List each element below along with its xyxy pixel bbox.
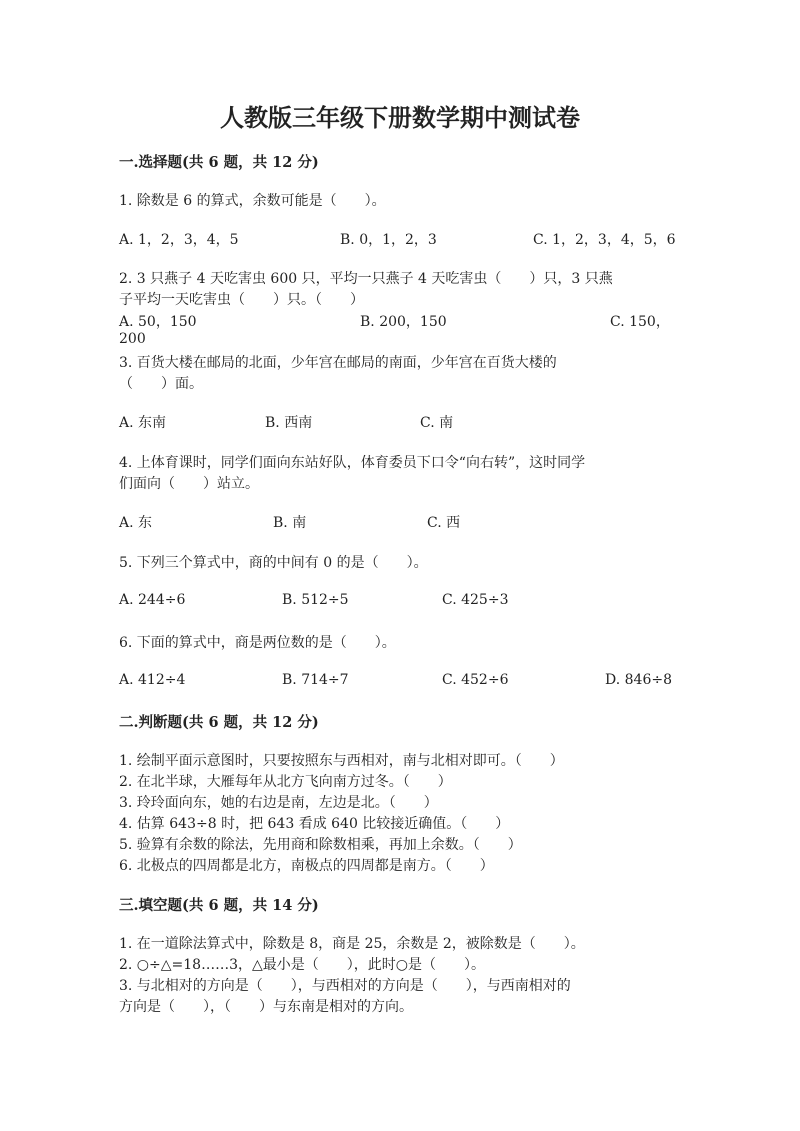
question-stem: 2. 3 只燕子 4 天吃害虫 600 只，平均一只燕子 4 天吃害虫（ ）只，3 只燕 bbox=[119, 271, 613, 287]
option-a: A. 50，150 bbox=[119, 314, 197, 330]
option-a: A. 244÷6 bbox=[119, 592, 186, 608]
judgment-item: 2. 在北半球，大雁每年从北方飞向南方过冬。（ ） bbox=[119, 774, 452, 790]
option-a: A. 412÷4 bbox=[119, 672, 186, 688]
question-stem: 5. 下列三个算式中，商的中间有 0 的是（ ）。 bbox=[119, 555, 428, 571]
judgment-item: 1. 绘制平面示意图时，只要按照东与西相对，南与北相对即可。（ ） bbox=[119, 753, 564, 769]
option-c-continued: 200 bbox=[119, 331, 146, 347]
fill-item: 3. 与北相对的方向是（ ），与西相对的方向是（ ），与西南相对的 bbox=[119, 978, 571, 994]
section-heading-fill: 三.填空题(共 6 题，共 14 分) bbox=[119, 897, 319, 914]
option-d: D. 846÷8 bbox=[605, 672, 672, 688]
option-b: B. 西南 bbox=[265, 415, 313, 431]
judgment-item: 4. 估算 643÷8 时，把 643 看成 640 比较接近确值。（ ） bbox=[119, 816, 510, 832]
question-stem: 3. 百货大楼在邮局的北面，少年宫在邮局的南面，少年宫在百货大楼的 bbox=[119, 355, 557, 371]
option-a: A. 东南 bbox=[119, 415, 167, 431]
section-heading-judgment: 二.判断题(共 6 题，共 12 分) bbox=[119, 714, 319, 731]
option-b: B. 南 bbox=[273, 515, 307, 531]
question-stem: 1. 除数是 6 的算式，余数可能是（ ）。 bbox=[119, 193, 386, 209]
judgment-item: 3. 玲玲面向东，她的右边是南，左边是北。（ ） bbox=[119, 795, 438, 811]
option-c: C. 150， bbox=[610, 314, 670, 330]
option-b: B. 0，1，2，3 bbox=[340, 232, 437, 248]
question-stem: 4. 上体育课时，同学们面向东站好队，体育委员下口令“向右转”，这时同学 bbox=[119, 455, 586, 471]
fill-item: 2. ○÷△=18……3，△最小是（ ），此时○是（ ）。 bbox=[119, 957, 485, 973]
judgment-item: 5. 验算有余数的除法，先用商和除数相乘，再加上余数。（ ） bbox=[119, 837, 522, 853]
option-c: C. 452÷6 bbox=[442, 672, 509, 688]
option-c: C. 西 bbox=[427, 515, 461, 531]
option-a: A. 东 bbox=[119, 515, 153, 531]
option-a: A. 1，2，3，4，5 bbox=[119, 232, 239, 248]
option-b: B. 512÷5 bbox=[282, 592, 349, 608]
section-heading-choice: 一.选择题(共 6 题，共 12 分) bbox=[119, 154, 319, 171]
judgment-item: 6. 北极点的四周都是北方，南极点的四周都是南方。（ ） bbox=[119, 858, 494, 874]
option-c: C. 1，2，3，4，5，6 bbox=[533, 232, 676, 248]
fill-item: 1. 在一道除法算式中，除数是 8，商是 25，余数是 2，被除数是（ ）。 bbox=[119, 936, 585, 952]
fill-item: 方向是（ ），（ ）与东南是相对的方向。 bbox=[119, 999, 413, 1015]
option-c: C. 425÷3 bbox=[442, 592, 509, 608]
question-stem: 们面向（ ）站立。 bbox=[119, 476, 259, 492]
page-title: 人教版三年级下册数学期中测试卷 bbox=[220, 103, 580, 132]
question-stem: 子平均一天吃害虫（ ）只。（ ） bbox=[119, 292, 364, 308]
option-c: C. 南 bbox=[420, 415, 454, 431]
option-b: B. 200，150 bbox=[360, 314, 447, 330]
question-stem: （ ）面。 bbox=[119, 376, 203, 392]
option-b: B. 714÷7 bbox=[282, 672, 349, 688]
question-stem: 6. 下面的算式中，商是两位数的是（ ）。 bbox=[119, 635, 396, 651]
